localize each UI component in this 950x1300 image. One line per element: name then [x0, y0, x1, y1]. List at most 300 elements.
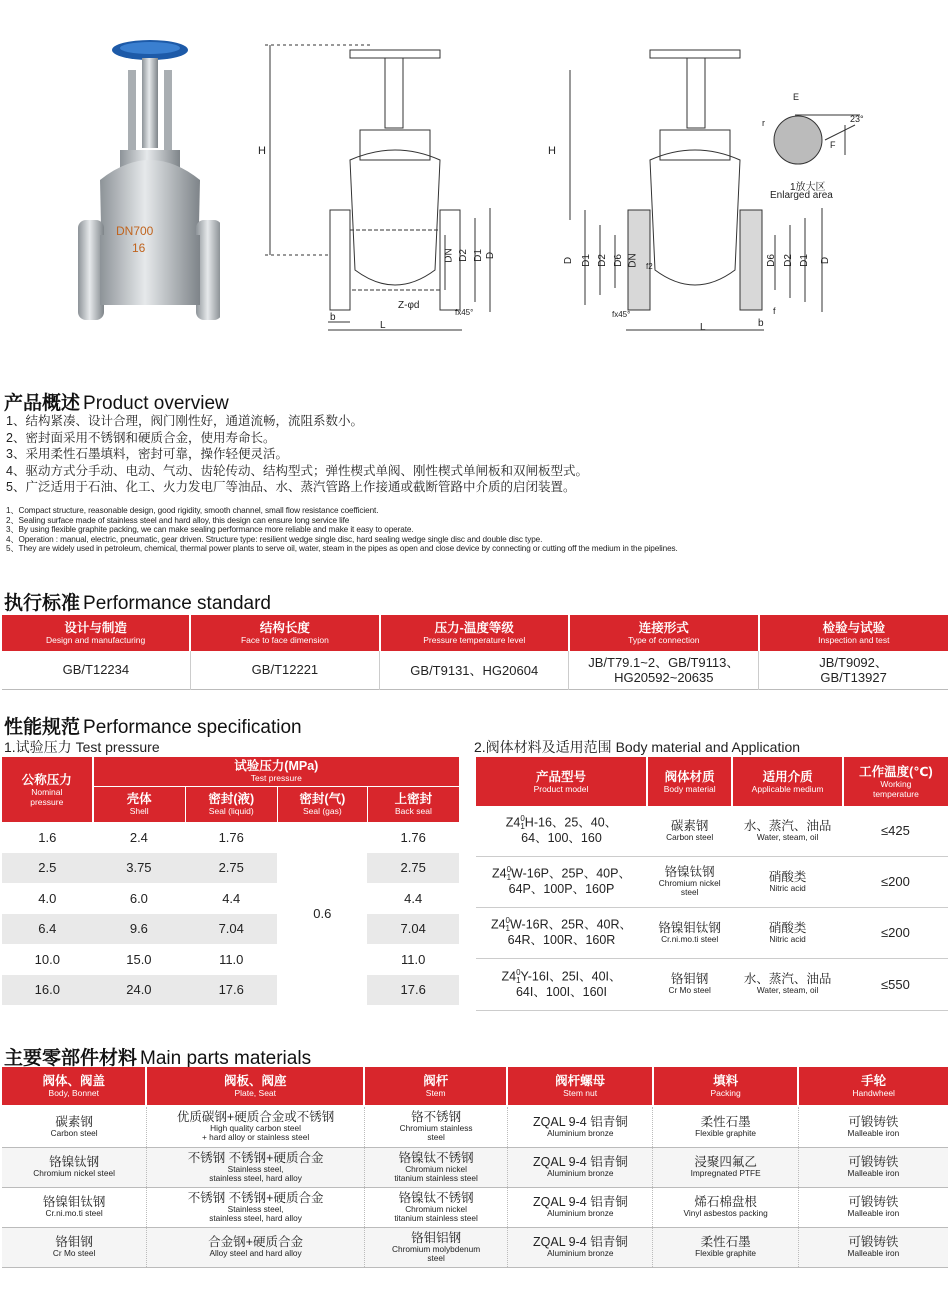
- valve-size-marking: DN700: [116, 224, 154, 238]
- header-cn: 检验与试验: [822, 621, 886, 635]
- parts-header-cell: [653, 1067, 799, 1105]
- parts-title: [4, 1043, 311, 1070]
- model-line-2: 64R、100R、160R: [507, 933, 616, 947]
- cell-cn: 铬钼钢: [55, 1235, 93, 1249]
- cell-en: Cr Mo steel: [668, 985, 711, 995]
- cell-en: Malleable iron: [847, 1127, 900, 1138]
- valve-pressure-marking: 16: [132, 241, 146, 255]
- cell-en: Cr Mo steel: [52, 1248, 96, 1258]
- standard-header-cell: [380, 615, 569, 651]
- parts-cell: [364, 1107, 507, 1147]
- model-line-1: [476, 866, 647, 882]
- header-en: Plate, Seat: [234, 1088, 277, 1098]
- test-cell: 7.04: [218, 921, 244, 937]
- cell-cn: 碳素钢: [670, 818, 709, 833]
- header-cn: 阀体、阀盖: [42, 1074, 105, 1088]
- cell-en: Water, steam, oil: [756, 831, 819, 842]
- standard-table: [2, 615, 948, 690]
- model-line-2: 64、100、160: [521, 831, 602, 846]
- overview-cn-item: 4、驱动方式分手动、电动、气动、齿轮传动、结构型式；弹性楔式单阀、刚性楔式单闸板和双闸板型式。: [6, 463, 588, 478]
- header-en: Seal (liquid): [208, 806, 254, 817]
- header-en: Inspection and test: [818, 635, 890, 645]
- figure-area: [0, 0, 950, 370]
- cell-en: Malleable iron: [847, 1168, 900, 1178]
- model-prefix: Z4: [501, 968, 517, 983]
- dim-label-h-right: H: [548, 145, 556, 157]
- test-cell: 17.6: [218, 982, 244, 998]
- parts-cell: [2, 1187, 147, 1227]
- cell-cn: ZQAL 9-4 铝青铜: [533, 1114, 628, 1129]
- test-cell: 4.4: [222, 890, 241, 906]
- header-cn: 压力-温度等级: [434, 621, 514, 635]
- parts-cell: [798, 1187, 948, 1227]
- parts-cell: [147, 1147, 365, 1187]
- test-cell: 1.6: [38, 829, 57, 845]
- overview-en-item: 5、They are widely used in petroleum, chemical, thermal power plants to serve oil, water, steam in the pipes as open and close device by connecting or cutting off the medium in the pipelines.: [6, 544, 678, 554]
- parts-cell: [2, 1227, 147, 1267]
- header-cn: 填料: [713, 1074, 739, 1088]
- test-cell: 3.75: [126, 860, 152, 876]
- cell-en: Chromium nickel steel: [33, 1168, 115, 1178]
- model-text: H-16、25、40、: [524, 815, 618, 830]
- parts-cell: [147, 1107, 365, 1147]
- overview-title: [4, 388, 229, 415]
- header-cn: 设计与制造: [64, 621, 127, 635]
- parts-cell: [364, 1227, 507, 1267]
- parts-cell: [147, 1227, 365, 1267]
- header-en: Packing: [710, 1088, 741, 1098]
- header-en: Type of connection: [628, 635, 700, 645]
- standard-title-en: Performance standard: [83, 593, 272, 614]
- cell-cn: ZQAL 9-4 铝青铜: [533, 1235, 628, 1249]
- header-en: Body material: [663, 783, 716, 794]
- cell-cn: 不锈钢 不锈钢+硬质合金: [187, 1150, 324, 1165]
- body-row: [476, 856, 948, 907]
- cell-en: Cr.ni.mo.ti steel: [45, 1208, 103, 1218]
- test-header-row-1: [2, 757, 459, 786]
- cell-cn: 水、蒸汽、油品: [743, 972, 832, 986]
- test-row: [2, 944, 459, 975]
- cell-en: Cr.ni.mo.ti steel: [661, 933, 719, 944]
- model-text: W-16R、25R、40R、: [509, 917, 633, 932]
- model-sub: 1: [516, 975, 521, 985]
- dim-label-fx45-left: fx45°: [455, 308, 474, 317]
- test-cell: 4.4: [404, 890, 423, 906]
- body-row: [476, 958, 948, 1010]
- product-model-cell: [476, 907, 647, 958]
- enlarged-label-angle: 23°: [850, 114, 864, 124]
- header-cn: 密封(液): [208, 792, 255, 807]
- overview-en-item: 1、Compact structure, reasonable design, good rigidity, smooth channel, small flow resistance coefficient.: [6, 506, 379, 515]
- product-model-cell: [476, 806, 647, 856]
- cell-en: Flexible graphite: [695, 1248, 757, 1258]
- parts-cell: [653, 1227, 798, 1267]
- standard-cell: [190, 651, 379, 689]
- header-cn: 连接形式: [638, 621, 689, 635]
- cell-cn: 柔性石墨: [700, 1114, 751, 1129]
- cell-en: Carbon steel: [50, 1127, 98, 1138]
- temperature-cell: ≤425: [880, 823, 910, 839]
- cell-en: Malleable iron: [847, 1208, 900, 1218]
- model-sub: 1: [520, 822, 525, 832]
- parts-header-cell: [146, 1067, 364, 1105]
- header-en: Product model: [533, 783, 589, 794]
- header-cn: 密封(气): [299, 792, 346, 807]
- cell-en: titanium stainless steel: [394, 1212, 478, 1223]
- test-row: [2, 853, 459, 884]
- cell-en: Stainless steel,: [227, 1203, 284, 1214]
- parts-cell: [508, 1187, 653, 1227]
- test-cell: 7.04: [400, 921, 426, 937]
- dim-label-f-right: f: [773, 306, 776, 316]
- dim-label-d6-right-b: D6: [765, 254, 777, 267]
- parts-cell: [653, 1107, 798, 1147]
- body-header-cell: [732, 757, 842, 806]
- parts-row: [2, 1107, 948, 1147]
- parts-row: [2, 1187, 948, 1227]
- test-cell: 2.75: [400, 860, 426, 876]
- cell-cn: 铬镍钛钢: [664, 865, 715, 879]
- back-seal-header: [367, 786, 459, 822]
- model-sup: 0: [520, 814, 525, 824]
- header-en: Applicable medium: [751, 783, 824, 794]
- cell-cn: 铬镍钼钛钢: [42, 1195, 106, 1209]
- cell-line: GB/T13927: [820, 669, 887, 685]
- overview-cn-item: 5、广泛适用于石油、化工、火力发电厂等油品、水、蒸汽管路上作接通或截断管路中介质的启闭装置。: [6, 480, 576, 495]
- parts-cell: [653, 1147, 798, 1187]
- header-cn: 结构长度: [259, 621, 310, 635]
- temperature-cell: ≤200: [880, 874, 910, 889]
- nominal-header: [2, 757, 93, 822]
- enlarged-label-r: r: [762, 118, 765, 128]
- test-row: [2, 883, 459, 914]
- header-cn: 试验压力(MPa): [234, 759, 319, 774]
- overview-title-cn: 产品概述: [4, 393, 81, 414]
- header-en: Stem: [425, 1088, 446, 1098]
- spec-title: [4, 712, 302, 739]
- parts-row: [2, 1147, 948, 1187]
- cell-cn: 铬镍钛钢: [49, 1155, 100, 1169]
- parts-cell: [2, 1107, 147, 1147]
- header-en: Shell: [129, 806, 149, 817]
- cell-line: JB/T9092、: [819, 654, 888, 670]
- header-en: Stem nut: [563, 1088, 598, 1098]
- cell-en: Flexible graphite: [695, 1127, 757, 1138]
- standard-header-cell: [569, 615, 759, 651]
- header-en: Pressure temperature level: [423, 635, 526, 645]
- cell-en: + hard alloy or stainless steel: [201, 1132, 310, 1143]
- cell-en: Carbon steel: [666, 831, 714, 842]
- parts-cell: [508, 1107, 653, 1147]
- model-sup: 0: [506, 865, 512, 874]
- cell-cn: 碳素钢: [55, 1114, 93, 1129]
- standard-cell: [380, 651, 569, 689]
- cell-en: High quality carbon steel: [210, 1123, 301, 1134]
- test-cell: 9.6: [129, 921, 148, 937]
- seal-gas-header: [277, 786, 367, 822]
- cell-cn: 合金钢+硬质合金: [208, 1235, 303, 1249]
- dim-label-l-right: L: [700, 322, 706, 333]
- body-material-cell: [647, 806, 732, 856]
- cell-cn: 优质碳钢+硬质合金或不锈钢: [176, 1110, 335, 1125]
- dim-label-l-left: L: [380, 320, 386, 331]
- test-cell: 6.0: [129, 890, 148, 906]
- cell-cn: 硝酸类: [768, 869, 807, 884]
- model-line-1: [476, 815, 647, 831]
- header-cn: 适用介质: [762, 769, 813, 784]
- test-pressure-table: [2, 757, 459, 1005]
- body-row: [476, 907, 948, 958]
- cell-en: Water, steam, oil: [756, 985, 819, 995]
- cell-en: Alloy steel and hard alloy: [209, 1248, 302, 1258]
- header-cn: 公称压力: [21, 772, 72, 787]
- dim-label-d-right-a: D: [563, 256, 575, 265]
- cell-cn: 铬不锈钢: [411, 1110, 462, 1125]
- dim-label-d1-left: D1: [472, 249, 484, 262]
- body-material-cell: [647, 856, 732, 907]
- model-sup: 0: [505, 916, 510, 925]
- header-cn: 阀板、阀座: [223, 1074, 287, 1088]
- valve-photo: [70, 30, 220, 330]
- parts-cell: [147, 1187, 365, 1227]
- standard-cell: [759, 651, 948, 689]
- cell-cn: 铬镍钛不锈钢: [398, 1190, 474, 1205]
- cell-cn: 水、蒸汽、油品: [743, 818, 832, 833]
- test-cell: 1.76: [400, 829, 426, 845]
- test-cell: 1.76: [218, 829, 244, 845]
- overview-cn-list: [6, 413, 588, 496]
- dim-label-dn-left: DN: [443, 248, 455, 263]
- cell-cn: 烯石棉盘根: [694, 1195, 757, 1209]
- dim-label-d2-right-a: D2: [596, 254, 608, 267]
- dim-label-fx45-right: fx45°: [612, 310, 631, 319]
- overview-en-item: 4、Operation : manual, electric, pneumatic, gear driven. Structure type: resilient wedge single disc, hard sealing wedge single disc and double disc type.: [6, 534, 543, 544]
- cell-cn: 不锈钢 不锈钢+硬质合金: [187, 1190, 324, 1205]
- overview-en-item: 2、Sealing surface made of stainless steel and hard alloy, this design can ensure long service life: [6, 515, 350, 525]
- body-material-table: [476, 757, 948, 1011]
- parts-header-cell: [364, 1067, 507, 1105]
- medium-cell: [732, 958, 842, 1010]
- test-row: [2, 914, 459, 945]
- seal-gas-value: 0.6: [277, 822, 367, 1005]
- cell-cn: 铬钼铝钢: [411, 1230, 462, 1245]
- overview-en-list: [6, 506, 944, 554]
- model-sub: 1: [506, 873, 512, 882]
- temperature-cell: ≤550: [880, 976, 910, 992]
- cell-line: GB/T9131、HG20604: [410, 663, 539, 679]
- dim-label-z-left: Z-φd: [398, 300, 420, 311]
- parts-cell: [653, 1187, 798, 1227]
- test-cell: 15.0: [126, 951, 152, 967]
- model-sub: 1: [505, 924, 510, 933]
- dim-label-d1-right-a: D1: [580, 254, 592, 267]
- shell-header: [93, 786, 186, 822]
- cell-en: titanium stainless steel: [394, 1172, 478, 1183]
- dim-label-d1-right-b: D1: [798, 254, 810, 267]
- parts-cell: [508, 1147, 653, 1187]
- cell-cn: 铬镍钛不锈钢: [398, 1150, 474, 1165]
- parts-header-cell: [798, 1067, 948, 1105]
- header-en: Working temperature: [872, 778, 919, 799]
- dim-label-f2-right: f2: [646, 262, 653, 271]
- header-en: Face to face dimension: [240, 635, 329, 645]
- cell-en: Impregnated PTFE: [690, 1168, 761, 1178]
- cell-en: Chromium nickel: [405, 1163, 467, 1174]
- medium-cell: [732, 907, 842, 958]
- cell-en: Chromium stainless: [399, 1123, 473, 1134]
- standard-value-row: [2, 651, 948, 689]
- parts-row: [2, 1227, 948, 1267]
- product-model-cell: [476, 856, 647, 907]
- enlarged-label-f: F: [830, 140, 836, 150]
- header-cn: 阀体材质: [664, 769, 715, 784]
- dim-label-b-right: b: [758, 318, 764, 329]
- test-cell: 11.0: [401, 951, 426, 967]
- test-cell: 10.0: [34, 951, 60, 967]
- cell-cn: 铬钼钢: [670, 972, 709, 986]
- cell-en: stainless steel, hard alloy: [209, 1172, 302, 1183]
- model-prefix: Z4: [491, 866, 507, 881]
- model-text: W-16P、25P、40P、: [511, 866, 631, 881]
- model-line-1: [476, 969, 647, 985]
- test-cell: 17.6: [400, 982, 426, 998]
- medium-cell: [732, 856, 842, 907]
- model-line-2: 64P、100P、160P: [508, 882, 615, 896]
- model-text: Y-16I、25I、40I、: [520, 968, 622, 983]
- cell-en: Aluminium bronze: [547, 1168, 614, 1178]
- model-prefix: Z4: [505, 815, 521, 830]
- header-en: Body, Bonnet: [48, 1088, 99, 1098]
- test-pressure-subtitle: 1.试验压力 Test pressure: [4, 739, 160, 755]
- spec-title-cn: 性能规范: [4, 717, 81, 738]
- model-line-1: [476, 917, 647, 933]
- model-prefix: Z4: [490, 917, 506, 932]
- body-header-cell: [476, 757, 647, 806]
- cell-en: Vinyl asbestos packing: [683, 1208, 768, 1218]
- cell-en: Nitric acid: [769, 933, 806, 944]
- medium-cell: [732, 806, 842, 856]
- cell-en: Chromium nickel steel: [658, 878, 721, 897]
- spec-title-en: Performance specification: [83, 717, 302, 738]
- parts-title-en: Main parts materials: [140, 1048, 312, 1069]
- dim-label-dn-right-a: DN: [627, 253, 639, 268]
- cell-en: Aluminium bronze: [547, 1127, 614, 1138]
- body-material-cell: [647, 907, 732, 958]
- test-cell: 2.5: [38, 860, 57, 876]
- test-cell: 16.0: [34, 982, 60, 998]
- cell-en: Malleable iron: [847, 1248, 900, 1258]
- cell-en: Aluminium bronze: [547, 1248, 614, 1258]
- cell-cn: 可锻铸铁: [848, 1235, 899, 1249]
- cell-en: Aluminium bronze: [547, 1208, 614, 1218]
- enlarged-label-cn: 1放大区: [790, 182, 826, 193]
- standard-title-cn: 执行标准: [4, 593, 81, 614]
- parts-body: [2, 1107, 948, 1268]
- test-cell: 4.0: [38, 890, 57, 906]
- overview-cn-item: 2、密封面采用不锈钢和硬质合金，使用寿命长。: [6, 430, 276, 445]
- header-cn: 产品型号: [535, 769, 586, 784]
- header-cn: 手轮: [861, 1074, 887, 1088]
- dim-label-d6-right-a: D6: [612, 254, 624, 267]
- body-header-cell: [843, 757, 948, 806]
- cell-en: stainless steel, hard alloy: [209, 1212, 302, 1223]
- enlarged-label-en: Enlarged area: [770, 190, 833, 201]
- parts-cell: [364, 1187, 507, 1227]
- cell-cn: 浸聚四氟乙: [694, 1155, 757, 1169]
- enlarged-label-e: E: [793, 92, 800, 102]
- test-cell: 2.4: [129, 829, 148, 845]
- test-row: [2, 822, 459, 853]
- body-header-row: [476, 757, 948, 806]
- dim-label-d2-right-b: D2: [782, 254, 794, 267]
- parts-header-cell: [507, 1067, 652, 1105]
- cell-cn: 可锻铸铁: [848, 1195, 899, 1209]
- header-cn: 阀杆螺母: [555, 1074, 606, 1088]
- standard-header-row: [2, 615, 948, 651]
- header-en: Design and manufacturing: [46, 635, 146, 645]
- cell-cn: 柔性石墨: [700, 1235, 751, 1249]
- test-cell: 24.0: [126, 982, 152, 998]
- overview-cn-item: 3、采用柔性石墨填料，密封可靠，操作轻便灵活。: [6, 447, 288, 462]
- parts-cell: [798, 1107, 948, 1147]
- test-pressure-group-header: [93, 757, 459, 786]
- header-en: Seal (gas): [302, 806, 342, 817]
- overview-cn-item: 1、结构紧凑、设计合理，阀门刚性好，通道流畅，流阻系数小。: [6, 414, 363, 428]
- standard-cell: [569, 651, 759, 689]
- header-en: Back seal: [395, 806, 432, 817]
- header-cn: 阀杆: [423, 1074, 449, 1088]
- cell-line: HG20592~20635: [614, 669, 714, 685]
- body-material-cell: [647, 958, 732, 1010]
- cell-line: GB/T12221: [251, 662, 319, 678]
- cell-line: JB/T79.1~2、GB/T9113、: [588, 654, 740, 670]
- parts-header-cell: [2, 1067, 146, 1105]
- cell-en: steel: [427, 1252, 445, 1263]
- cell-cn: 硝酸类: [768, 920, 807, 935]
- standard-cell: [2, 651, 190, 689]
- header-en: Handwheel: [852, 1088, 895, 1098]
- parts-cell: [364, 1147, 507, 1187]
- dim-label-d-right-b: D: [820, 256, 832, 265]
- standard-header-cell: [190, 615, 379, 651]
- cell-cn: 铬镍钼钛钢: [658, 920, 721, 935]
- gate-valve-drawing-left: [250, 40, 510, 340]
- body-material-subtitle: 2.阀体材料及适用范围 Body material and Application: [474, 739, 801, 755]
- header-en: Nominal pressure: [30, 786, 64, 807]
- cell-cn: 可锻铸铁: [848, 1155, 899, 1169]
- overview-en-item: 3、By using flexible graphite packing, we can make sealing performance more reliable and make it easy to operate.: [6, 525, 414, 535]
- test-cell: 6.4: [38, 921, 57, 937]
- overview-title-en: Product overview: [83, 393, 229, 414]
- parts-header-row: [2, 1067, 948, 1105]
- temperature-cell: ≤200: [880, 925, 910, 940]
- test-cell: 2.75: [218, 860, 244, 876]
- cell-cn: ZQAL 9-4 铝青铜: [533, 1195, 628, 1209]
- parts-table: [2, 1067, 948, 1105]
- cell-en: Chromium molybdenum: [392, 1243, 481, 1254]
- test-cell: 11.0: [219, 951, 244, 967]
- test-row: [2, 975, 459, 1006]
- header-en: Test pressure: [250, 773, 302, 784]
- model-sup: 0: [516, 967, 521, 977]
- dim-label-d2-left: D2: [457, 249, 469, 262]
- dim-label-d-left: D: [485, 251, 497, 260]
- parts-body-table: [2, 1107, 948, 1268]
- parts-cell: [2, 1147, 147, 1187]
- parts-cell: [798, 1227, 948, 1267]
- parts-title-cn: 主要零部件材料: [4, 1048, 138, 1069]
- product-model-cell: [476, 958, 647, 1010]
